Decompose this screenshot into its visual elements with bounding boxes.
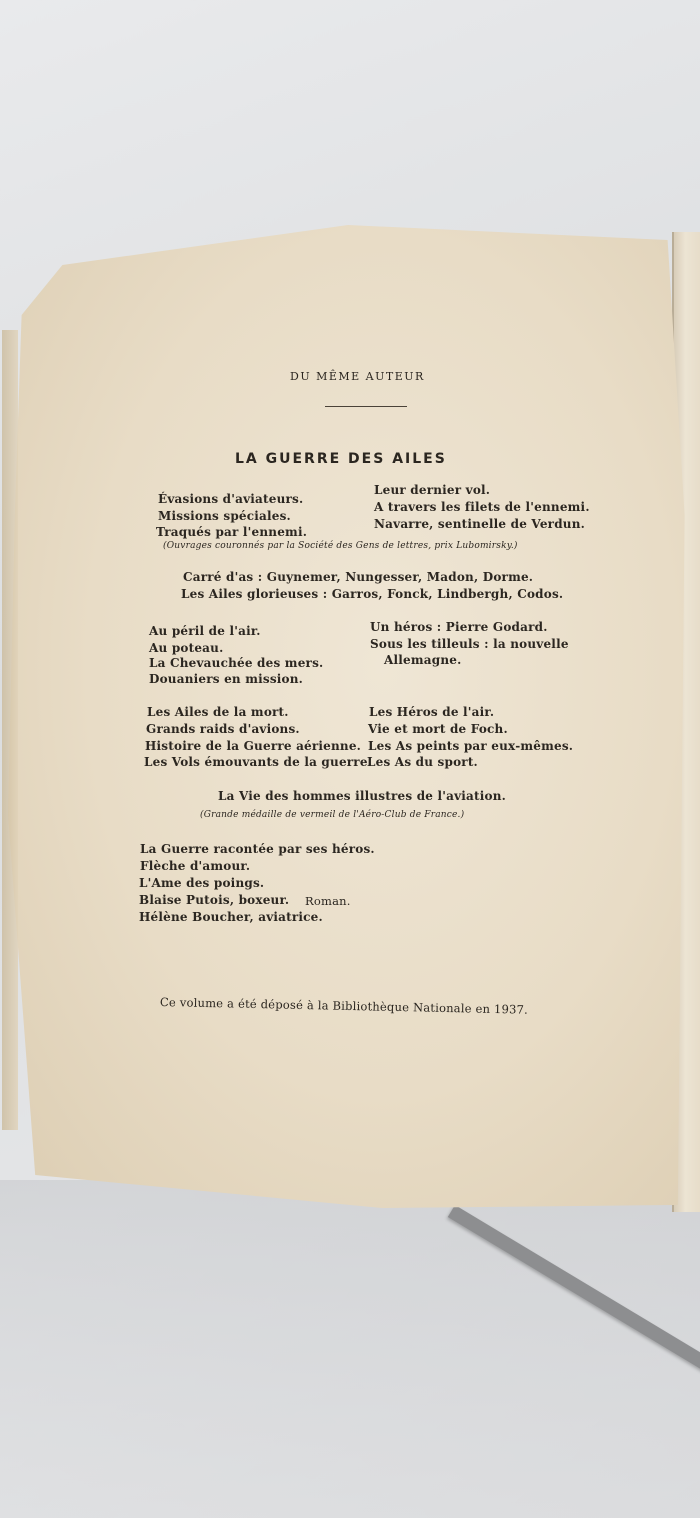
list-item: La Guerre racontée par ses héros. (140, 842, 375, 856)
genre-label: Roman. (305, 894, 351, 908)
list-item: Histoire de la Guerre aérienne. (145, 739, 362, 753)
list-item: Au poteau. (149, 641, 224, 655)
list-item: Au péril de l'air. (149, 624, 261, 638)
list-item: Les Héros de l'air. (369, 705, 495, 719)
list-item: Grands raids d'avions. (146, 722, 300, 736)
list-item: La Vie des hommes illustres de l'aviation. (218, 789, 507, 803)
list-item: Les As du sport. (367, 755, 478, 769)
list-item: Flèche d'amour. (140, 859, 251, 873)
list-item: Un héros : Pierre Godard. (370, 620, 548, 634)
list-item: L'Ame des poings. (139, 876, 265, 890)
list-item: Les Ailes de la mort. (147, 705, 289, 719)
series-title: LA GUERRE DES AILES (235, 451, 447, 467)
list-item: Blaise Putois, boxeur. (139, 893, 290, 907)
list-item: Les Ailes glorieuses : Garros, Fonck, Lindbergh, Codos. (181, 587, 564, 601)
list-item: Les Vols émouvants de la guerre. (144, 755, 373, 769)
list-item: Hélène Boucher, aviatrice. (139, 910, 323, 924)
list-item: Allemagne. (384, 653, 462, 667)
list-item: La Chevauchée des mers. (149, 656, 324, 670)
deposit-notice: Ce volume a été déposé à la Bibliothèque Nationale en 1937. (159, 995, 529, 1017)
list-item: Douaniers en mission. (149, 672, 304, 686)
list-item: Les As peints par eux-mêmes. (368, 739, 574, 753)
list-item: Navarre, sentinelle de Verdun. (374, 517, 586, 531)
list-item: Traqués par l'ennemi. (156, 525, 308, 539)
list-item: Leur dernier vol. (374, 483, 491, 497)
page-header: DU MÊME AUTEUR (290, 370, 425, 383)
list-item: A travers les filets de l'ennemi. (374, 500, 590, 514)
header-rule (325, 406, 407, 407)
list-item: Sous les tilleuls : la nouvelle (370, 637, 569, 651)
list-item: Évasions d'aviateurs. (158, 492, 304, 506)
list-item: Vie et mort de Foch. (368, 722, 508, 736)
award-note: (Grande médaille de vermeil de l'Aéro-Club de France.) (200, 810, 465, 820)
list-item: Missions spéciales. (158, 509, 291, 523)
list-item: Carré d'as : Guynemer, Nungesser, Madon, Dorme. (183, 570, 534, 584)
award-note: (Ouvrages couronnés par la Société des Gens de lettres, prix Lubomirsky.) (163, 541, 518, 551)
